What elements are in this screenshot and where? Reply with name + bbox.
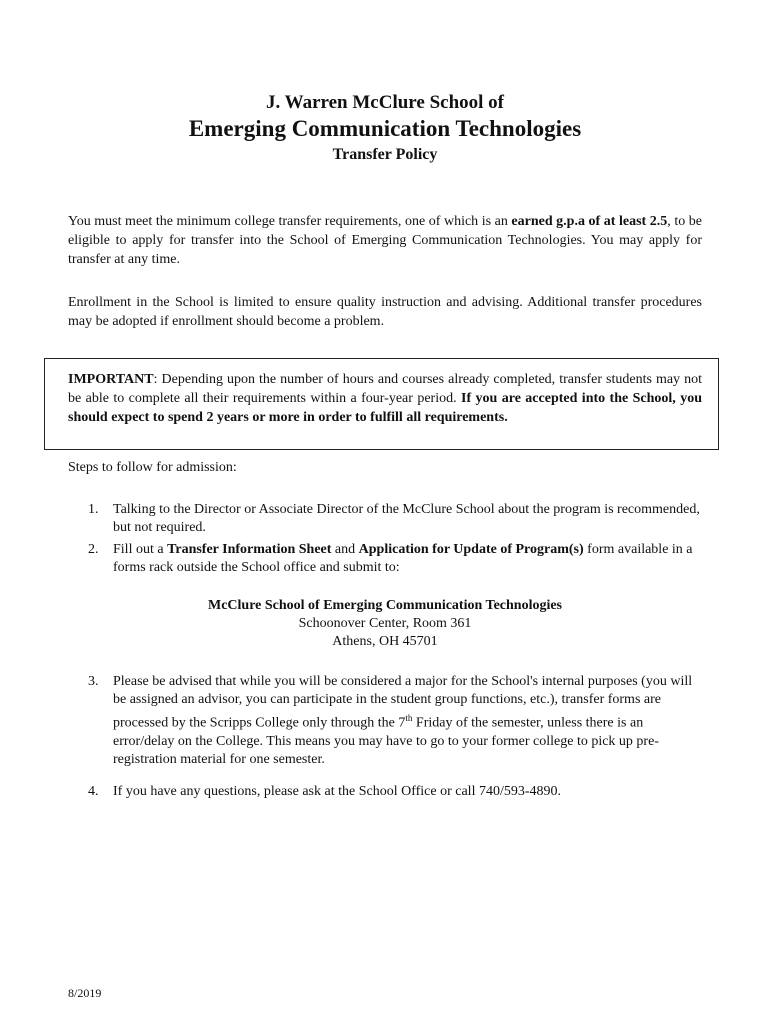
s3-sup: th [405, 713, 413, 723]
list-text [113, 541, 703, 577]
transfer-info-sheet: Transfer Information Sheet [167, 542, 332, 557]
s2-mid: and [331, 542, 359, 557]
s3-pre: Please be advised that while you will be considered a major for the School's internal purposes (you will be assigned an advisor, you can participate in the student group functions, etc.), transfer forms are processed by the Scripps College only through the 7 [113, 674, 693, 731]
s2-post: form available in a forms rack outside the School office and submit to: [113, 542, 693, 575]
important-notice-text [68, 370, 702, 427]
address-line1: McClure School of Emerging Communication Technologies [207, 598, 563, 613]
application-update-program: Application for Update of Program(s) [358, 542, 584, 557]
document-title: Transfer Policy [332, 146, 438, 163]
address-line3: Athens, OH 45701 [332, 634, 438, 649]
footer-date: 8/2019 [68, 986, 102, 1000]
gpa-requirement-paragraph [68, 212, 702, 269]
list-text [113, 673, 703, 769]
important-text: : Depending upon the number of hours and courses already completed, transfer students may not be able to complete all their requirements within a four-year period. [68, 372, 702, 406]
enrollment-paragraph: Enrollment in the School is limited to ensure quality instruction and advising. Additional transfer procedures may be adopted if enrollment should become a problem. [68, 295, 702, 329]
gpa-text-bold: earned g.p.a of at least 2.5 [511, 214, 668, 229]
important-label: IMPORTANT [68, 372, 154, 387]
list-number: 1. [88, 502, 99, 517]
list-text: Talking to the Director or Associate Director of the McClure School about the program is recommended, but not required. [113, 502, 700, 535]
s2-pre: Fill out a [113, 542, 168, 557]
steps-intro: Steps to follow for admission: [68, 460, 237, 475]
list-number: 4. [88, 784, 99, 799]
school-name-line1: J. Warren McClure School of [265, 92, 504, 113]
list-number: 3. [88, 674, 99, 689]
gpa-text-post: , to be eligible to apply for transfer into the School of Emerging Communication Technologies. You may apply for transfer at any time. [68, 214, 702, 267]
list-text: If you have any questions, please ask at the School Office or call 740/593-4890. [113, 784, 562, 799]
important-bold: If you are accepted into the School, you should expect to spend 2 years or more in order to fulfill all requirements. [68, 391, 702, 425]
address-line2: Schoonover Center, Room 361 [298, 616, 472, 631]
list-number: 2. [88, 542, 99, 557]
school-name-line2: Emerging Communication Technologies [188, 116, 582, 141]
gpa-text-pre: You must meet the minimum college transfer requirements, one of which is an [68, 214, 512, 229]
s3-post: Friday of the semester, unless there is an error/delay on the College. This means you may have to go to your former college to pick up pre-registration material for one semester. [113, 715, 659, 767]
